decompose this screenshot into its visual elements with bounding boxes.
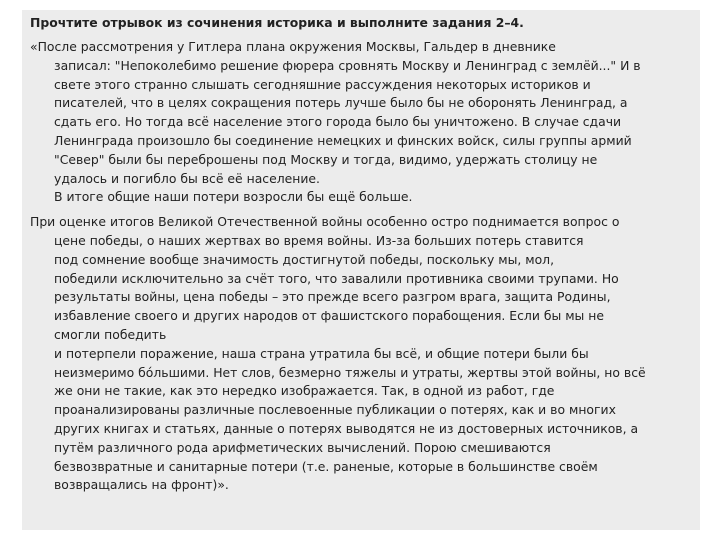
text-line: "Север" были бы переброшены под Москву и тогда, видимо, удержать столицу не [54,151,598,167]
text-line: сдать его. Но тогда всё население этого города было бы уничтожено. В случае сдачи [54,114,622,130]
text-line: «После рассмотрения у Гитлера плана окружения Москвы, Гальдер в дневнике [30,39,556,54]
text-box [22,10,700,530]
text-line: под сомнение вообще значимость достигнутой победы, поскольку мы, мол, [54,251,555,267]
text-line: возвращались на фронт)». [54,477,229,493]
text-line: и потерпели поражение, наша страна утратила бы всё, и общие потери были бы [54,345,589,361]
text-line: других книгах и статьях, данные о потерях выводятся не из достоверных источников, а [54,420,639,436]
paragraph-2 [30,213,690,495]
text-line: результаты войны, цена победы – это прежде всего разгром врага, защита Родины, [54,289,611,305]
text-line: же они не такие, как это нередко изображается. Так, в одной из работ, где [54,383,555,399]
text-line: цене победы, о наших жертвах во время войны. Из-за больших потерь ставится [54,232,584,248]
text-line: В итоге общие наши потери возросли бы ещё больше. [54,189,413,205]
task-heading: Прочтите отрывок из сочинения историка и выполните задания 2–4. [30,15,524,30]
text-line: путём различного рода арифметических вычислений. Порою смешиваются [54,439,551,455]
text-line: победили исключительно за счёт того, что завалили противника своими трупами. Но [54,270,619,286]
text-line: При оценке итогов Великой Отечественной войны особенно остро поднимается вопрос о [30,214,620,230]
text-line: свете этого странно слышать сегодняшние рассуждения некоторых историков и [54,76,591,92]
paragraph-1 [30,38,690,207]
text-line: Ленинграда произошло бы соединение немецких и финских войск, силы группы армий [54,132,632,148]
text-line: избавление своего и других народов от фашистского порабощения. Если бы мы не [54,308,605,324]
text-line: записал: "Непоколебимо решение фюрера сровнять Москву и Ленинград с землёй..." И в [54,57,641,73]
text-line: смогли победить [54,326,167,342]
text-line: удалось и погибло бы всё её население. [54,170,320,186]
text-line: писателей, что в целях сокращения потерь лучше было бы не оборонять Ленинград, а [54,95,628,111]
text-line: неизмеримо бóльшими. Нет слов, безмерно тяжелы и утраты, жертвы этой войны, но всё [54,364,646,380]
text-line: проанализированы различные послевоенные публикации о потерях, как и во многих [54,402,616,418]
text-line: безвозвратные и санитарные потери (т.е. раненые, которые в большинстве своём [54,458,598,474]
